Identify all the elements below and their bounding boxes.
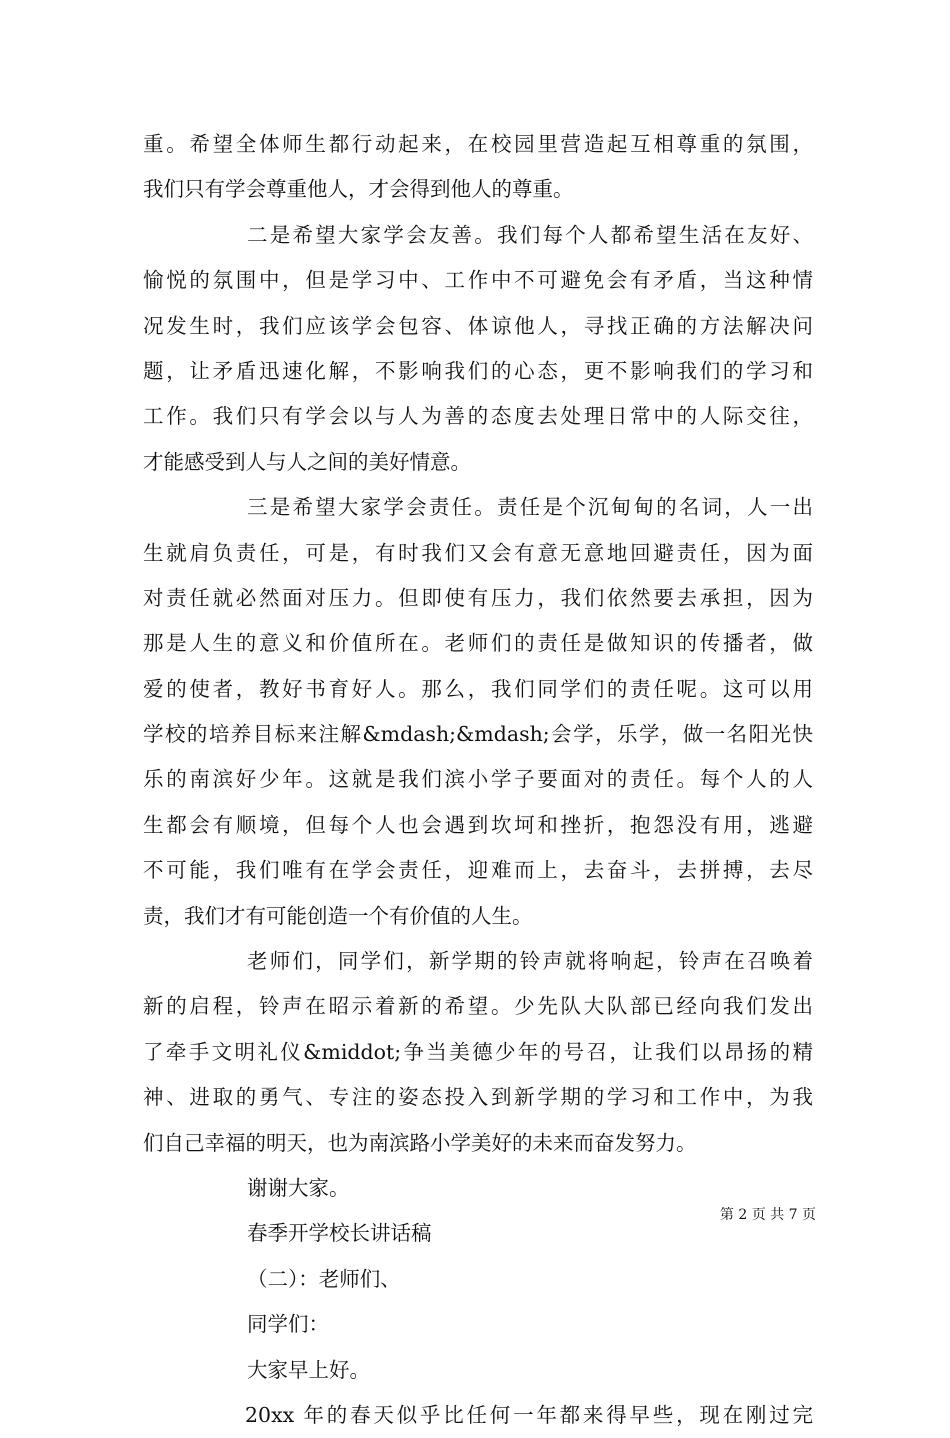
text-line: 题，让矛盾迅速化解，不影响我们的心态，更不影响我们的学习和 xyxy=(143,358,813,383)
text-line: 乐的南滨好少年。这就是我们滨小学子要面对的责任。每个人的人 xyxy=(143,767,813,792)
text-line: 们自己幸福的明天，也为南滨路小学美好的未来而奋发努力。 xyxy=(143,1130,697,1155)
text-line: 爱的使者，教好书育好人。那么，我们同学们的责任呢。这可以用 xyxy=(143,676,813,701)
text-line: 对责任就必然面对压力。但即使有压力，我们依然要去承担，因为 xyxy=(143,585,813,610)
text-line: 不可能，我们唯有在学会责任，迎难而上，去奋斗，去拼搏，去尽 xyxy=(143,858,813,883)
text-line: 况发生时，我们应该学会包容、体谅他人，寻找正确的方法解决问 xyxy=(143,313,813,338)
greeting-line: 大家早上好。 xyxy=(247,1357,370,1382)
text-line: 我们只有学会尊重他人，才会得到他人的尊重。 xyxy=(143,177,574,202)
text-line: 新的启程，铃声在昭示着新的希望。少先队大队部已经向我们发出 xyxy=(143,994,813,1019)
text-line: 愉悦的氛围中，但是学习中、工作中不可避免会有矛盾，当这种情 xyxy=(143,268,813,293)
paragraph-start-line: 老师们，同学们，新学期的铃声就将响起，铃声在召唤着 xyxy=(247,949,813,974)
text-line: 那是人生的意义和价值所在。老师们的责任是做知识的传播者，做 xyxy=(143,631,813,656)
text-line: 工作。我们只有学会以与人为善的态度去处理日常中的人际交往， xyxy=(143,404,813,429)
text-line: 责，我们才有可能创造一个有价值的人生。 xyxy=(143,903,533,928)
text-line: 神、进取的勇气、专注的姿态投入到新学期的学习和工作中，为我 xyxy=(143,1085,813,1110)
paragraph-start-line: 三是希望大家学会责任。责任是个沉甸甸的名词，人一出 xyxy=(247,495,813,520)
closing-line: 谢谢大家。 xyxy=(247,1175,350,1200)
text-line: 了牵手文明礼仪&middot;争当美德少年的号召，让我们以昂扬的精 xyxy=(143,1039,813,1064)
section-subtitle: （二）：老师们、 xyxy=(247,1266,401,1291)
paragraph-start-line: 20xx 年的春天似乎比任何一年都来得早些，现在刚过完 xyxy=(245,1402,813,1427)
text-line: 重。希望全体师生都行动起来，在校园里营造起互相尊重的氛围， xyxy=(143,132,813,156)
paragraph-start-line: 二是希望大家学会友善。我们每个人都希望生活在友好、 xyxy=(247,222,813,247)
section-title: 春季开学校长讲话稿 xyxy=(247,1221,432,1246)
document-body xyxy=(143,122,813,1438)
text-line: 生就肩负责任，可是，有时我们又会有意无意地回避责任，因为面 xyxy=(143,540,813,565)
text-line: 生都会有顺境，但每个人也会遇到坎坷和挫折，抱怨没有用，逃避 xyxy=(143,812,813,837)
text-line: 学校的培养目标来注解&mdash;&mdash;会学，乐学，做一名阳光快 xyxy=(143,722,813,747)
page-number: 第 2 页 共 7 页 xyxy=(719,1207,816,1223)
text-line: 才能感受到人与人之间的美好情意。 xyxy=(143,449,471,474)
salutation-line: 同学们： xyxy=(247,1312,329,1337)
